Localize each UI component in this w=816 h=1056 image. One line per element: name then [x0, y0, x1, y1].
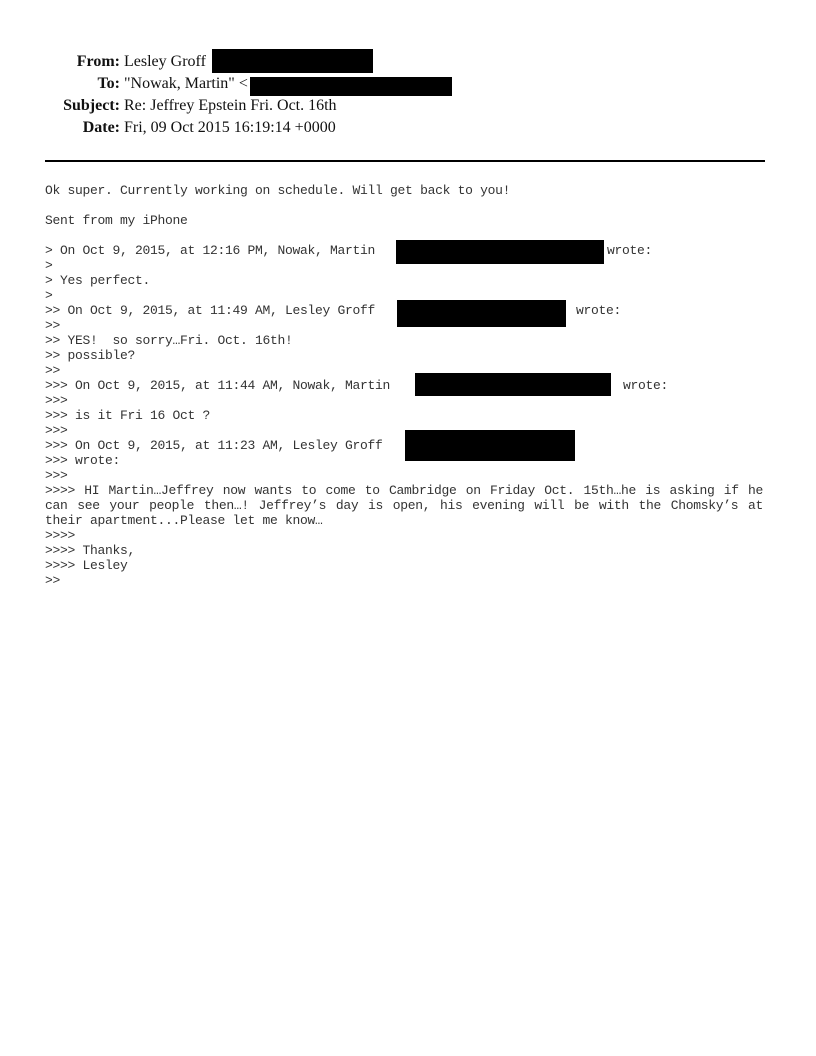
subject-value: Re: Jeffrey Epstein Fri. Oct. 16th [124, 97, 337, 114]
quote-line: >> YES! so sorry…Fri. Oct. 16th! [45, 333, 293, 348]
quote-line: >> [45, 573, 61, 588]
quote-line: >>>> Thanks, [45, 543, 136, 558]
redaction-quote-2 [397, 300, 566, 327]
quote-line: > [45, 288, 53, 303]
quote-line: >>> On Oct 9, 2015, at 11:23 AM, Lesley Groff [45, 438, 383, 453]
quote-line: >>> On Oct 9, 2015, at 11:44 AM, Nowak, Martin [45, 378, 391, 393]
quote-line: >> [45, 318, 61, 333]
quote-line: >> [45, 363, 61, 378]
subject-row [0, 97, 816, 119]
quote-line: >>> [45, 393, 68, 408]
quote-line: > Yes perfect. [45, 273, 151, 288]
to-label: To: [97, 75, 120, 92]
quote-paragraph: >>>> HI Martin…Jeffrey now wants to come to Cambridge on Friday Oct. 15th…he is asking if he can see your people then…! Jeffrey’s day is open, his evening will be with the Chomsky’s at their apartment...Please let me know… [45, 483, 763, 528]
redaction-quote-3 [415, 373, 611, 396]
quote-line-end: wrote: [576, 303, 622, 318]
from-label: From: [76, 53, 120, 70]
to-value: "Nowak, Martin" < [124, 75, 248, 92]
redaction-from-email [212, 49, 373, 73]
quote-line: > On Oct 9, 2015, at 12:16 PM, Nowak, Martin [45, 243, 376, 258]
date-label: Date: [82, 119, 120, 136]
quote-line: >>> is it Fri 16 Oct ? [45, 408, 211, 423]
quote-line: >>>> Lesley [45, 558, 128, 573]
redaction-to-email [250, 77, 452, 96]
from-value: Lesley Groff [124, 53, 206, 70]
quote-line: >> On Oct 9, 2015, at 11:49 AM, Lesley Groff [45, 303, 376, 318]
quote-line: >>> [45, 423, 68, 438]
quote-line-end: wrote: [607, 243, 653, 258]
from-row [0, 53, 816, 75]
quote-line: >>>> [45, 528, 76, 543]
quote-line: > [45, 258, 53, 273]
quote-line: >> possible? [45, 348, 136, 363]
redaction-quote-1 [396, 240, 604, 264]
redaction-quote-4 [405, 430, 575, 461]
header-divider [45, 160, 765, 162]
quote-line: >>> wrote: [45, 453, 121, 468]
body-line-sent-from: Sent from my iPhone [45, 213, 188, 228]
date-value: Fri, 09 Oct 2015 16:19:14 +0000 [124, 119, 336, 136]
subject-label: Subject: [63, 97, 120, 114]
body-line-1: Ok super. Currently working on schedule. Will get back to you! [45, 183, 511, 198]
quote-line-end: wrote: [623, 378, 669, 393]
date-row [0, 119, 816, 141]
quote-line: >>> [45, 468, 68, 483]
